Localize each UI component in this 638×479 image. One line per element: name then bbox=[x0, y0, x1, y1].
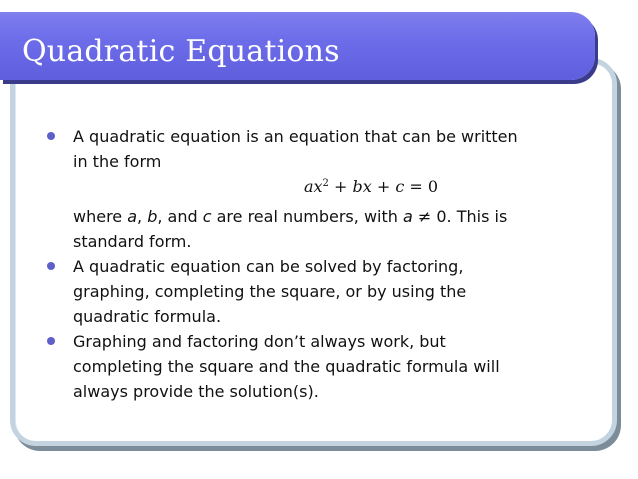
bullet-text-line bbox=[73, 204, 587, 229]
text-and: , and bbox=[157, 207, 203, 226]
bullet-dot-icon bbox=[47, 262, 55, 270]
bullet-text-line: quadratic formula. bbox=[73, 307, 222, 326]
bullet-guarantee bbox=[47, 329, 587, 404]
text-real-numbers: are real numbers, with bbox=[211, 207, 403, 226]
bullet-text-line: completing the square and the quadratic formula will bbox=[73, 357, 500, 376]
bullet-text-line: Graphing and factoring don’t always work, but bbox=[73, 332, 446, 351]
bullet-text-line: always provide the solution(s). bbox=[73, 382, 319, 401]
bullet-definition bbox=[47, 124, 587, 254]
var-c: c bbox=[202, 207, 212, 226]
text-comma: , bbox=[137, 207, 148, 226]
bullet-list bbox=[47, 124, 587, 404]
slide-title: Quadratic Equations bbox=[22, 34, 340, 69]
bullet-methods bbox=[47, 254, 587, 329]
equation-equals-zero: = 0 bbox=[409, 177, 439, 196]
bullet-dot-icon bbox=[47, 132, 55, 140]
bullet-text-line: graphing, completing the square, or by using the bbox=[73, 282, 467, 301]
equation-term-ax: ax bbox=[303, 177, 323, 196]
equation-terms: + bx + c bbox=[328, 177, 410, 196]
equation-exponent: 2 bbox=[322, 178, 329, 189]
title-bar bbox=[0, 12, 595, 80]
text-not-equal-zero: ≠ 0. This is bbox=[412, 207, 508, 226]
text-where: where bbox=[73, 207, 128, 226]
bullet-text-line: A quadratic equation is an equation that can be written bbox=[73, 127, 518, 146]
bullet-text-line: standard form. bbox=[73, 232, 192, 251]
var-a: a bbox=[127, 207, 138, 226]
standard-form-equation bbox=[73, 174, 587, 200]
var-b: b bbox=[147, 207, 158, 226]
bullet-text-line: A quadratic equation can be solved by factoring, bbox=[73, 257, 464, 276]
bullet-dot-icon bbox=[47, 337, 55, 345]
var-a-condition: a bbox=[402, 207, 413, 226]
bullet-text-line: in the form bbox=[73, 152, 162, 171]
